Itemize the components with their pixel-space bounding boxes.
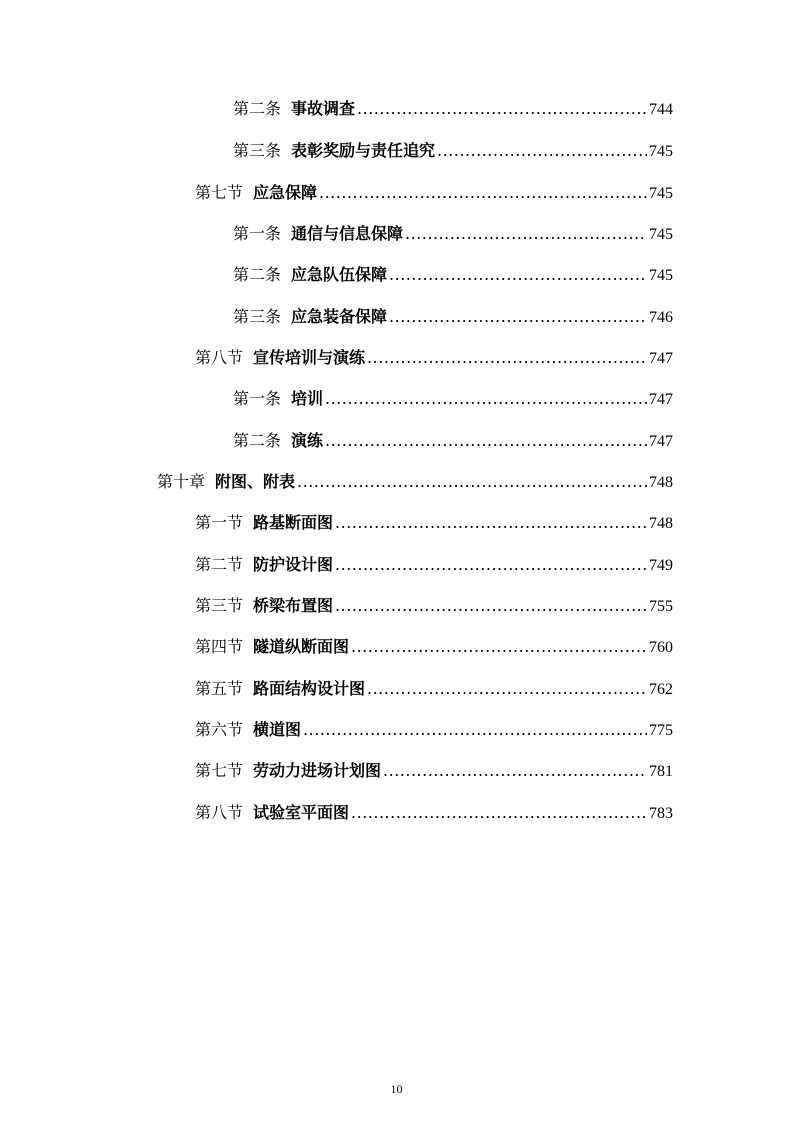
toc-leader-dots xyxy=(367,670,647,708)
toc-leader-dots xyxy=(319,174,647,212)
toc-entry-label: 第一条 xyxy=(233,389,282,408)
page-number: 10 xyxy=(390,1082,403,1096)
toc-entry[interactable] xyxy=(195,670,673,708)
toc-entry[interactable] xyxy=(233,380,673,418)
toc-entry-title: 隧道纵断面图 xyxy=(253,637,350,656)
toc-entry-page: 747 xyxy=(649,433,673,450)
toc-entry[interactable] xyxy=(233,90,673,128)
toc-entry[interactable] xyxy=(233,256,673,294)
toc-entry[interactable] xyxy=(195,587,673,625)
toc-entry-page: 749 xyxy=(649,557,673,574)
toc-entry[interactable] xyxy=(195,711,673,749)
toc-entry-title: 应急保障 xyxy=(253,183,318,202)
toc-entry-label: 第十章 xyxy=(157,472,206,491)
toc-entry-page: 775 xyxy=(649,722,673,739)
toc-entry-label: 第一条 xyxy=(233,224,282,243)
toc-entry-title: 路面结构设计图 xyxy=(253,679,366,698)
toc-entry[interactable] xyxy=(195,628,673,666)
toc-entry-page: 745 xyxy=(649,267,673,284)
toc-entry-title: 演练 xyxy=(291,431,324,450)
toc-entry-page: 745 xyxy=(649,226,673,243)
toc-entry-title: 防护设计图 xyxy=(253,555,334,574)
toc-entry[interactable] xyxy=(233,215,673,253)
toc-entry-label: 第三节 xyxy=(195,596,244,615)
toc-entry-title: 宣传培训与演练 xyxy=(253,348,366,367)
toc-leader-dots xyxy=(335,504,647,542)
toc-entry-label: 第七节 xyxy=(195,761,244,780)
toc-entry-title: 桥梁布置图 xyxy=(253,596,334,615)
toc-entry-label: 第六节 xyxy=(195,720,244,739)
toc-entry[interactable] xyxy=(195,752,673,790)
toc-leader-dots xyxy=(303,711,647,749)
toc-entry-label: 第八节 xyxy=(195,803,244,822)
toc-entry-page: 748 xyxy=(649,474,673,491)
toc-entry-page: 781 xyxy=(649,763,673,780)
toc-entry-title: 表彰奖励与责任追究 xyxy=(291,141,436,160)
toc-leader-dots xyxy=(389,298,647,336)
toc-entry-label: 第四节 xyxy=(195,637,244,656)
toc-entry[interactable] xyxy=(195,339,673,377)
table-of-contents xyxy=(0,90,793,850)
toc-leader-dots xyxy=(297,463,647,501)
toc-entry-title: 培训 xyxy=(291,389,324,408)
toc-entry-title: 应急队伍保障 xyxy=(291,265,388,284)
toc-leader-dots xyxy=(325,422,647,460)
toc-entry-page: 745 xyxy=(649,143,673,160)
toc-leader-dots xyxy=(335,587,647,625)
toc-entry[interactable] xyxy=(195,546,673,584)
toc-entry-page: 760 xyxy=(649,639,673,656)
toc-entry-page: 762 xyxy=(649,681,673,698)
toc-entry-page: 783 xyxy=(649,805,673,822)
toc-entry-title: 横道图 xyxy=(253,720,302,739)
toc-leader-dots xyxy=(405,215,647,253)
toc-entry-title: 劳动力进场计划图 xyxy=(253,761,382,780)
toc-entry-title: 试验室平面图 xyxy=(253,803,350,822)
toc-entry-label: 第五节 xyxy=(195,679,244,698)
toc-leader-dots xyxy=(351,794,647,832)
toc-entry-page: 748 xyxy=(649,515,673,532)
toc-entry[interactable] xyxy=(233,132,673,170)
toc-leader-dots xyxy=(437,132,647,170)
toc-entry-page: 746 xyxy=(649,309,673,326)
toc-entry[interactable] xyxy=(195,794,673,832)
toc-entry[interactable] xyxy=(157,463,673,501)
toc-leader-dots xyxy=(383,752,647,790)
toc-leader-dots xyxy=(367,339,647,377)
toc-entry-label: 第三条 xyxy=(233,307,282,326)
toc-entry-title: 附图、附表 xyxy=(215,472,296,491)
toc-entry-title: 事故调查 xyxy=(291,99,356,118)
toc-entry-page: 745 xyxy=(649,185,673,202)
toc-entry-label: 第二节 xyxy=(195,555,244,574)
toc-entry-page: 747 xyxy=(649,391,673,408)
toc-entry-label: 第二条 xyxy=(233,265,282,284)
toc-entry-label: 第三条 xyxy=(233,141,282,160)
toc-entry[interactable] xyxy=(195,504,673,542)
toc-entry-page: 744 xyxy=(649,101,673,118)
toc-entry-label: 第二条 xyxy=(233,431,282,450)
toc-leader-dots xyxy=(351,628,647,666)
toc-entry-title: 通信与信息保障 xyxy=(291,224,404,243)
toc-entry[interactable] xyxy=(195,174,673,212)
toc-entry-title: 应急装备保障 xyxy=(291,307,388,326)
toc-entry[interactable] xyxy=(233,298,673,336)
toc-leader-dots xyxy=(335,546,647,584)
toc-leader-dots xyxy=(357,90,647,128)
toc-entry-label: 第一节 xyxy=(195,513,244,532)
toc-entry-page: 755 xyxy=(649,598,673,615)
toc-entry[interactable] xyxy=(233,422,673,460)
toc-entry-title: 路基断面图 xyxy=(253,513,334,532)
toc-entry-page: 747 xyxy=(649,350,673,367)
toc-entry-label: 第七节 xyxy=(195,183,244,202)
toc-entry-label: 第八节 xyxy=(195,348,244,367)
toc-leader-dots xyxy=(389,256,647,294)
toc-leader-dots xyxy=(325,380,647,418)
toc-entry-label: 第二条 xyxy=(233,99,282,118)
